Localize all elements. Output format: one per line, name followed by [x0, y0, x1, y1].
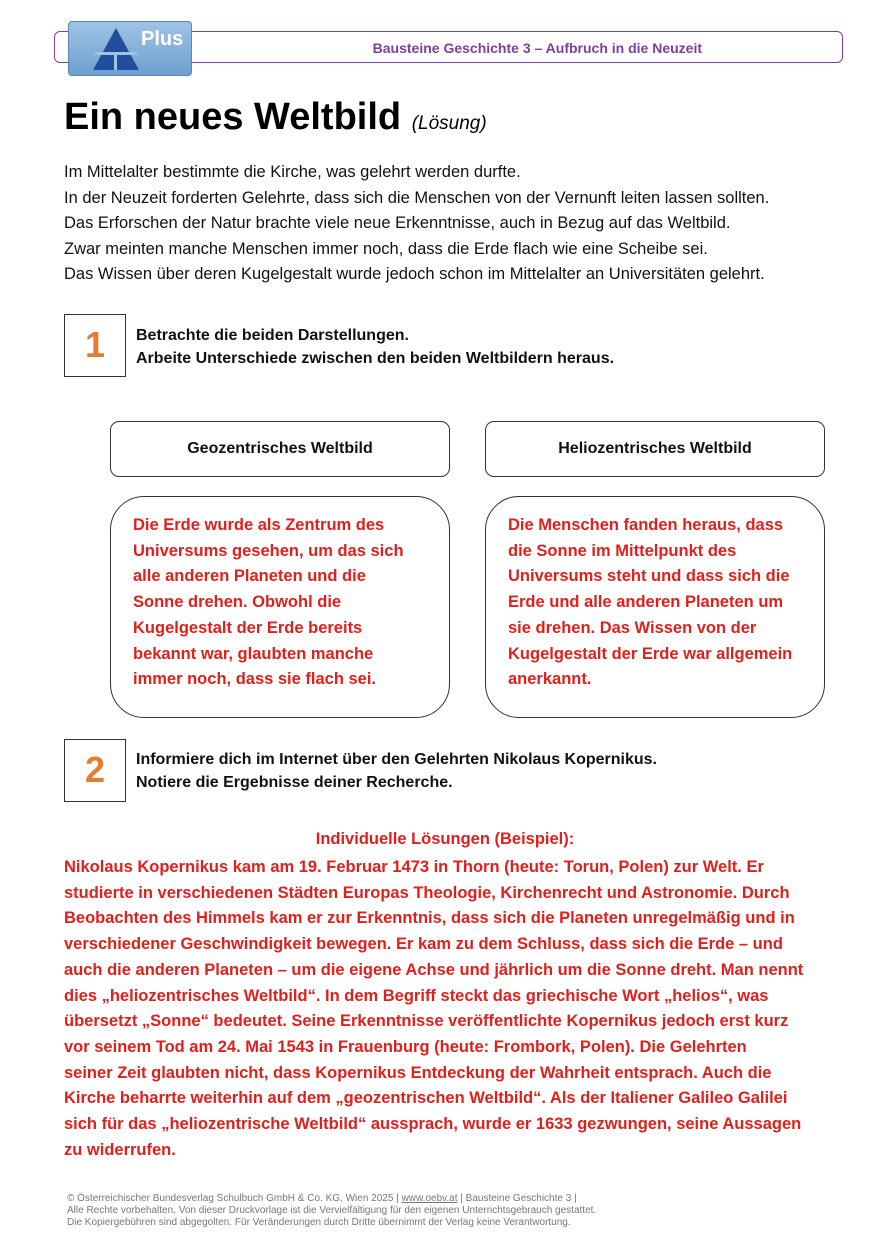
intro-line: Das Wissen über deren Kugelgestalt wurde jedoch schon im Mittelalter an Universitäten gelehrt. [64, 265, 765, 283]
task-1-line: Arbeite Unterschiede zwischen den beiden Weltbildern heraus. [136, 350, 615, 367]
helio-answer-box [485, 496, 825, 718]
task-1-number: 1 [64, 314, 126, 377]
task-1-instructions [136, 324, 614, 370]
page-title [64, 96, 487, 139]
geo-answer-line: Kugelgestalt der Erde bereits [133, 618, 363, 637]
solution-line: sich für das „heliozentrische Weltbild“ aussprach, wurde er 1633 gezwungen, seine Aussagen [64, 1115, 802, 1134]
task-2-number: 2 [64, 739, 126, 802]
geo-answer-line: immer noch, dass sie flach sei. [133, 670, 377, 689]
geo-heading: Geozentrisches Weltbild [110, 421, 450, 477]
triangle-logo-icon [91, 26, 141, 72]
publisher-link[interactable]: www.oebv.at [401, 1193, 458, 1204]
footer-line-3: Die Kopiergebühren sind abgegolten. Für Veränderungen durch Dritte übernimmt der Verlag keine Verantwortung. [67, 1217, 571, 1228]
page-title-text: Ein neues Weltbild [64, 96, 402, 138]
page-subtitle: (Lösung) [411, 113, 487, 134]
helio-answer-line: Kugelgestalt der Erde war allgemein [508, 644, 793, 663]
helio-answer-line: die Sonne im Mittelpunkt des [508, 541, 737, 560]
task-2-line: Informiere dich im Internet über den Gelehrten Nikolaus Kopernikus. [136, 751, 657, 768]
intro-text [64, 160, 854, 288]
footer-copyright: © Österreichischer Bundesverlag Schulbuch GmbH & Co. KG, Wien 2025 | [67, 1193, 402, 1204]
plus-logo [68, 21, 192, 76]
solution-line: dies „heliozentrisches Weltbild“. In dem Begriff steckt das griechische Wort „helios“, was [64, 986, 769, 1005]
helio-answer-line: anerkannt. [508, 670, 592, 689]
solution-line: vor seinem Tod am 24. Mai 1543 in Frauenburg (heute: Frombork, Polen). Die Gelehrten [64, 1037, 747, 1056]
geo-answer-line: bekannt war, glaubten manche [133, 644, 374, 663]
solution-line: zu widerrufen. [64, 1140, 176, 1159]
solution-line: studierte in verschiedenen Städten Europas Theologie, Kirchenrecht und Astronomie. Durch [64, 883, 790, 902]
geo-answer-line: Sonne drehen. Obwohl die [133, 593, 342, 612]
intro-line: In der Neuzeit forderten Gelehrte, dass sich die Menschen von der Vernunft leiten lassen sollten. [64, 188, 770, 207]
footer-line-2: Alle Rechte vorbehalten. Von dieser Druckvorlage ist die Vervielfältigung für den eigenen Unterrichtsgebrauch gestattet. [67, 1205, 597, 1216]
header-title: Bausteine Geschichte 3 – Aufbruch in die Neuzeit [372, 40, 702, 56]
solution-line: Nikolaus Kopernikus kam am 19. Februar 1473 in Thorn (heute: Torun, Polen) zur Welt. Er [64, 858, 764, 876]
helio-answer-line: Die Menschen fanden heraus, dass [508, 516, 784, 534]
helio-answer-line: Universums steht und dass sich die [508, 567, 790, 586]
task-2-instructions [136, 748, 657, 794]
geo-answer-line: alle anderen Planeten und die [133, 567, 366, 586]
task-1-line: Betrachte die beiden Darstellungen. [136, 327, 409, 344]
geo-answer-line: Die Erde wurde als Zentrum des [133, 516, 385, 534]
solution-line: auch die anderen Planeten – um die eigene Achse und jährlich um die Sonne dreht. Man nennt [64, 960, 804, 979]
geo-answer-line: Universums gesehen, um das sich [133, 541, 404, 560]
solution-heading: Individuelle Lösungen (Beispiel): [315, 830, 575, 848]
solution-text [64, 855, 854, 1163]
solution-line: Kirche beharrte weiterhin auf dem „geozentrischen Weltbild“. Als der Italiener Galileo Galilei [64, 1089, 788, 1108]
intro-line: Zwar meinten manche Menschen immer noch, dass die Erde flach wie eine Scheibe sei. [64, 239, 708, 258]
footer-line-1 [67, 1193, 596, 1205]
solution-line: seiner Zeit glaubten nicht, dass Kopernikus Entdeckung der Wahrheit entsprach. Auch die [64, 1063, 772, 1082]
footer [67, 1193, 596, 1229]
helio-heading: Heliozentrisches Weltbild [485, 421, 825, 477]
solution-line: verschiedener Geschwindigkeit bewegen. Er kam zu dem Schluss, dass sich die Erde – und [64, 935, 783, 954]
solution-line: Beobachten des Himmels kam er zur Erkenntnis, dass sich die Planeten unregelmäßig und in [64, 909, 795, 928]
solution-line: übersetzt „Sonne“ bedeutet. Seine Erkenntnisse veröffentlichte Kopernikus jedoch erst kurz [64, 1012, 789, 1031]
intro-line: Im Mittelalter bestimmte die Kirche, was gelehrt werden durfte. [64, 163, 521, 181]
geo-answer-box [110, 496, 450, 718]
helio-answer-line: sie drehen. Das Wissen von der [508, 618, 757, 637]
footer-series: | Bausteine Geschichte 3 | [457, 1193, 577, 1204]
helio-answer-line: Erde und alle anderen Planeten um [508, 593, 784, 612]
logo-text: Plus [141, 28, 184, 50]
task-2-line: Notiere die Ergebnisse deiner Recherche. [136, 774, 453, 791]
intro-line: Das Erforschen der Natur brachte viele neue Erkenntnisse, auch in Bezug auf das Weltbild. [64, 214, 731, 232]
